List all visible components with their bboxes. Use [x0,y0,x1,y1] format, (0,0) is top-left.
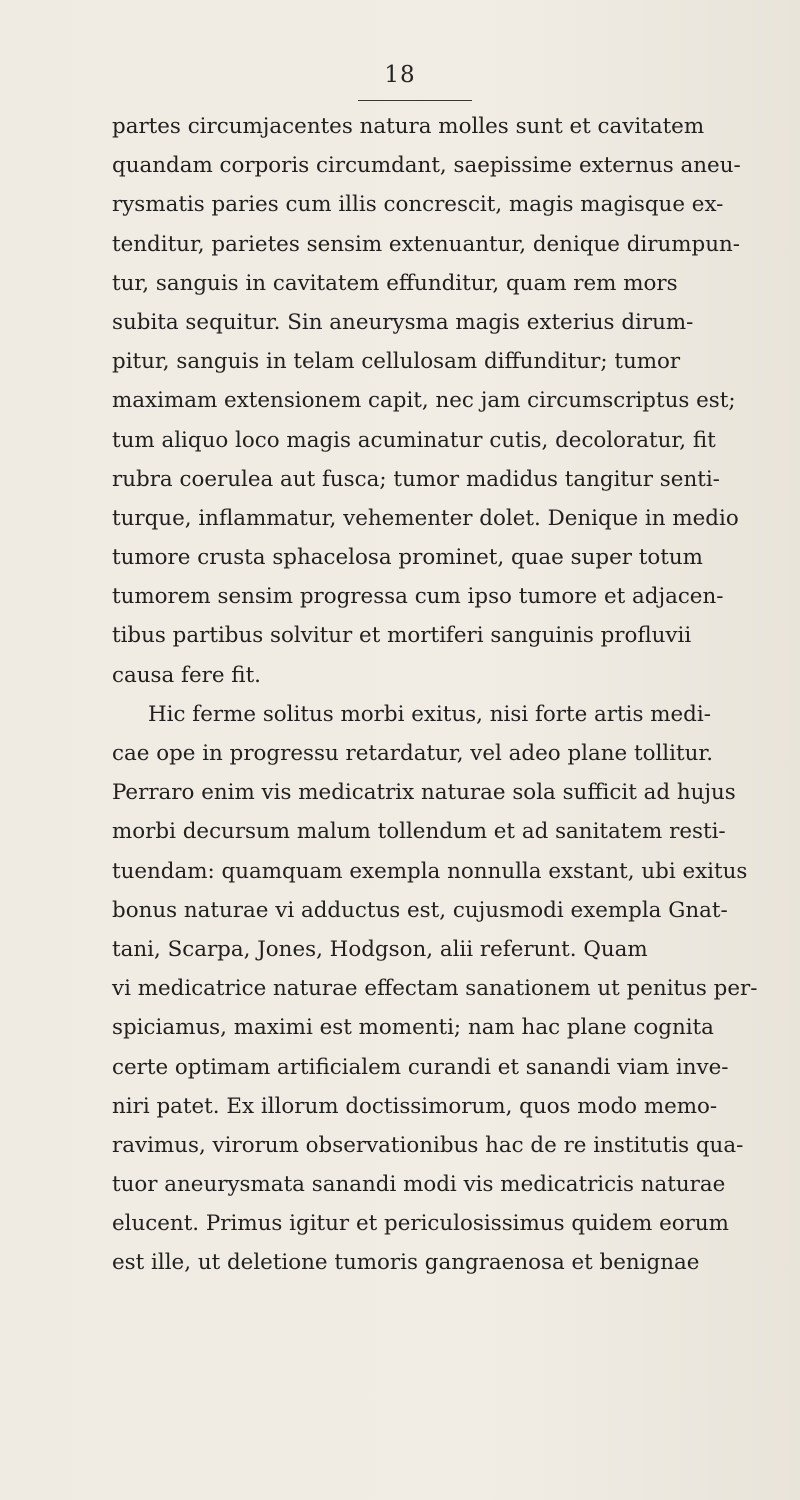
text-line: tani, Scarpa, Jones, Hodgson, alii referunt. Quam [112,936,648,962]
text-line: tuor aneurysmata sanandi modi vis medicatricis naturae [112,1172,726,1198]
page-number: 18 [384,62,416,88]
text-line: est ille, ut deletione tumoris gangraenosa et benignae [112,1250,700,1276]
text-line: tumorem sensim progressa cum ipso tumore et adjacen- [112,584,724,610]
text-line: tibus partibus solvitur et mortiferi sanguinis profluvii [112,623,692,649]
text-line: pitur, sanguis in telam cellulosam diffunditur; tumor [112,349,681,375]
text-line: Perraro enim vis medicatrix naturae sola sufficit ad hujus [112,780,736,806]
text-line: tumore crusta sphacelosa prominet, quae super totum [112,545,703,571]
paragraph-first-line: Hic ferme solitus morbi exitus, nisi forte artis medi- [148,701,711,727]
text-line: causa fere fit. [112,662,261,688]
text-line: rysmatis paries cum illis concrescit, magis magisque ex- [112,192,724,218]
page-number-rule [358,100,472,101]
text-line: subita sequitur. Sin aneurysma magis exterius dirum- [112,309,694,335]
body-text [112,107,800,1283]
text-line: bonus naturae vi adductus est, cujusmodi exempla Gnat- [112,897,728,923]
text-line: tur, sanguis in cavitatem effunditur, quam rem mors [112,270,678,296]
text-line: cae ope in progressu retardatur, vel adeo plane tollitur. [112,741,714,766]
text-line: tenditur, parietes sensim extenuantur, denique dirumpun- [112,231,741,257]
text-line: rubra coerulea aut fusca; tumor madidus tangitur senti- [112,466,720,492]
text-line: partes circumjacentes natura molles sunt et cavitatem [112,114,705,139]
text-line: ravimus, virorum observationibus hac de re institutis qua- [112,1132,744,1158]
text-line: turque, inflammatur, vehementer dolet. Denique in medio [112,505,739,531]
text-line: elucent. Primus igitur et periculosissimus quidem eorum [112,1211,729,1237]
text-line: tuendam: quamquam exempla nonnulla exstant, ubi exitus [112,858,748,884]
text-line: vi medicatrice naturae effectam sanationem ut penitus per- [112,976,758,1002]
text-line: morbi decursum malum tollendum et ad sanitatem resti- [112,819,726,845]
text-line: tum aliquo loco magis acuminatur cutis, decoloratur, fit [112,427,716,453]
text-line: quandam corporis circumdant, saepissime externus aneu- [112,153,741,179]
text-line: maximam extensionem capit, nec jam circumscriptus est; [112,388,736,414]
text-line: niri patet. Ex illorum doctissimorum, quos modo memo- [112,1093,718,1119]
text-line: certe optimam artificialem curandi et sanandi viam inve- [112,1054,729,1080]
text-line: spiciamus, maximi est momenti; nam hac plane cognita [112,1015,714,1041]
